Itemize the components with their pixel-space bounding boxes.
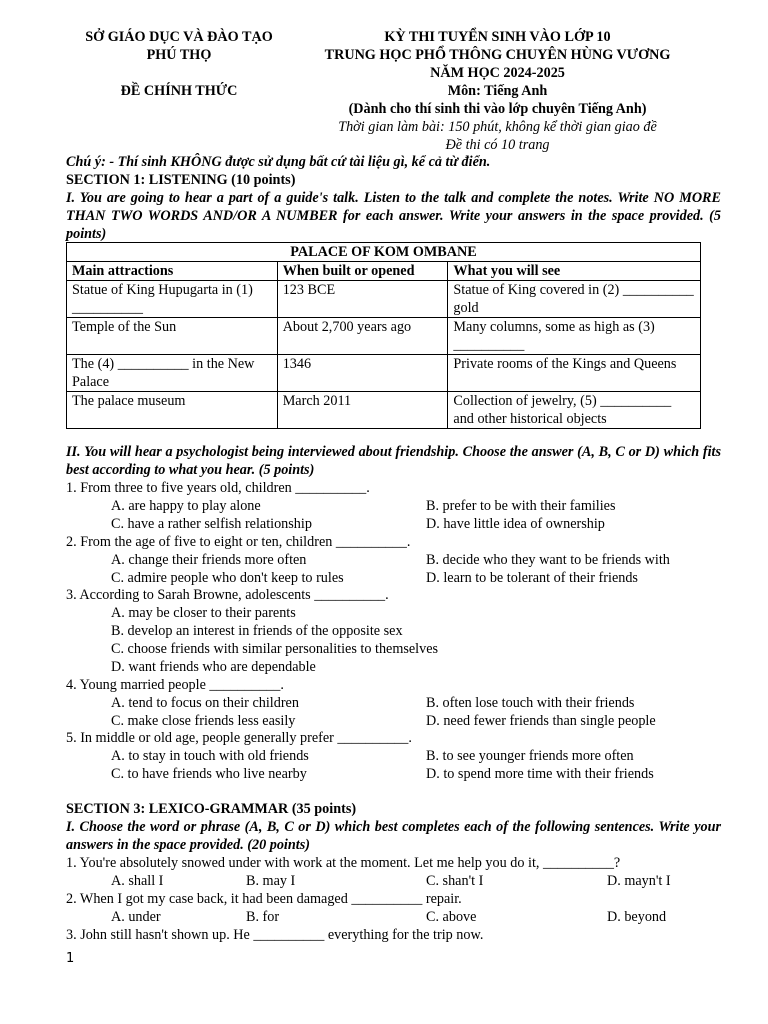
option-d: D. beyond (607, 909, 667, 925)
grammar-question-3: 3. John still hasn't shown up. He __________ everything for the trip now. (66, 927, 484, 943)
option-a: A. tend to focus on their children (111, 695, 299, 711)
option-b: B. decide who they want to be friends with (426, 552, 670, 568)
candidate-note: (Dành cho thí sinh thi vào lớp chuyên Tiếng Anh) (348, 101, 647, 117)
department-name: SỞ GIÁO DỤC VÀ ĐÀO TẠO (85, 29, 273, 45)
option-c: C. shan't I (426, 873, 484, 889)
school-year: NĂM HỌC 2024-2025 (430, 65, 565, 81)
province-name: PHÚ THỌ (146, 47, 212, 63)
option-a: A. are happy to play alone (111, 498, 261, 514)
question-2: 2. From the age of five to eight or ten, children __________. (66, 534, 411, 550)
header-right (305, 28, 690, 154)
table-row (67, 281, 701, 318)
option-c: C. have a rather selfish relationship (111, 516, 312, 532)
section3-title: SECTION 3: LEXICO-GRAMMAR (35 points) (66, 801, 357, 817)
option-a: A. to stay in touch with old friends (111, 748, 309, 764)
question-1: 1. From three to five years old, children __________. (66, 480, 370, 496)
option-c: C. admire people who don't keep to rules (111, 570, 344, 586)
option-c: C. above (426, 909, 477, 925)
official-label: ĐỀ CHÍNH THỨC (120, 83, 238, 99)
section1-part2-instructions: II. You will hear a psychologist being interviewed about friendship. Choose the answer (A, B, C or D) which fits best according to what you hear. (5 points) (66, 444, 721, 478)
question-4: 4. Young married people __________. (66, 677, 284, 693)
table-cell: Statue of King Hupugarta in (1) __________ (67, 281, 278, 318)
time-limit: Thời gian làm bài: 150 phút, không kể thời gian giao đề (338, 119, 657, 135)
table-row (67, 392, 701, 429)
option-d: D. need fewer friends than single people (426, 713, 656, 729)
table-cell: 123 BCE (277, 281, 448, 318)
grammar-question-1: 1. You're absolutely snowed under with work at the moment. Let me help you do it, __________? (66, 855, 621, 871)
option-b: B. to see younger friends more often (426, 748, 634, 764)
table-cell: Statue of King covered in (2) __________ gold (448, 281, 701, 318)
table-cell: March 2011 (277, 392, 448, 429)
table-cell: Temple of the Sun (67, 318, 278, 355)
table-cell: The palace museum (67, 392, 278, 429)
grammar-question-2: 2. When I got my case back, it had been damaged __________ repair. (66, 891, 462, 907)
option-d: D. have little idea of ownership (426, 516, 605, 532)
option-d: D. want friends who are dependable (111, 659, 316, 675)
option-b: B. develop an interest in friends of the opposite sex (111, 623, 403, 639)
spacer (66, 64, 292, 82)
option-b: B. may I (246, 873, 296, 889)
option-a: A. may be closer to their parents (111, 605, 296, 621)
table-cell: 1346 (277, 355, 448, 392)
table-cell: The (4) __________ in the New Palace (67, 355, 278, 392)
page-count: Đề thi có 10 trang (445, 137, 550, 153)
table-cell: Private rooms of the Kings and Queens (448, 355, 701, 392)
table-title: PALACE OF KOM OMBANE (67, 243, 701, 262)
table-cell: About 2,700 years ago (277, 318, 448, 355)
header-left (66, 28, 292, 100)
option-b: B. prefer to be with their families (426, 498, 616, 514)
option-b: B. for (246, 909, 280, 925)
option-d: D. mayn't I (607, 873, 671, 889)
table-row (67, 318, 701, 355)
option-a: A. change their friends more often (111, 552, 307, 568)
exam-note: Chú ý: - Thí sinh KHÔNG được sử dụng bất cứ tài liệu gì, kể cả từ điển. (66, 154, 491, 170)
table-header-cell: Main attractions (67, 262, 278, 281)
question-5: 5. In middle or old age, people generally prefer __________. (66, 730, 412, 746)
option-c: C. make close friends less easily (111, 713, 296, 729)
table-header-row (67, 262, 701, 281)
table-header-cell: When built or opened (277, 262, 448, 281)
table-header-cell: What you will see (448, 262, 701, 281)
question-3: 3. According to Sarah Browne, adolescents __________. (66, 587, 389, 603)
section1-part1-instructions: I. You are going to hear a part of a guide's talk. Listen to the talk and complete the notes. Write NO MORE THAN TWO WORDS AND/OR A NUMBER for each answer. Write your answers in the space provided. (5 points) (66, 190, 721, 242)
option-b: B. often lose touch with their friends (426, 695, 635, 711)
school-name: TRUNG HỌC PHỔ THÔNG CHUYÊN HÙNG VƯƠNG (324, 47, 671, 63)
subject: Môn: Tiếng Anh (447, 83, 548, 99)
section1-title: SECTION 1: LISTENING (10 points) (66, 172, 296, 188)
exam-title: KỲ THI TUYỂN SINH VÀO LỚP 10 (384, 29, 611, 45)
page-number: 1 (66, 951, 75, 966)
table-cell: Many columns, some as high as (3) __________ (448, 318, 701, 355)
option-a: A. shall I (111, 873, 164, 889)
option-c: C. to have friends who live nearby (111, 766, 307, 782)
option-d: D. to spend more time with their friends (426, 766, 654, 782)
table-cell: Collection of jewelry, (5) __________ and other historical objects (448, 392, 701, 429)
option-c: C. choose friends with similar personalities to themselves (111, 641, 439, 657)
table-row (67, 355, 701, 392)
section3-part1-instructions: I. Choose the word or phrase (A, B, C or D) which best completes each of the following sentences. Write your answers in the space provided. (20 points) (66, 819, 721, 853)
option-d: D. learn to be tolerant of their friends (426, 570, 638, 586)
option-a: A. under (111, 909, 161, 925)
palace-notes-table (66, 242, 701, 429)
